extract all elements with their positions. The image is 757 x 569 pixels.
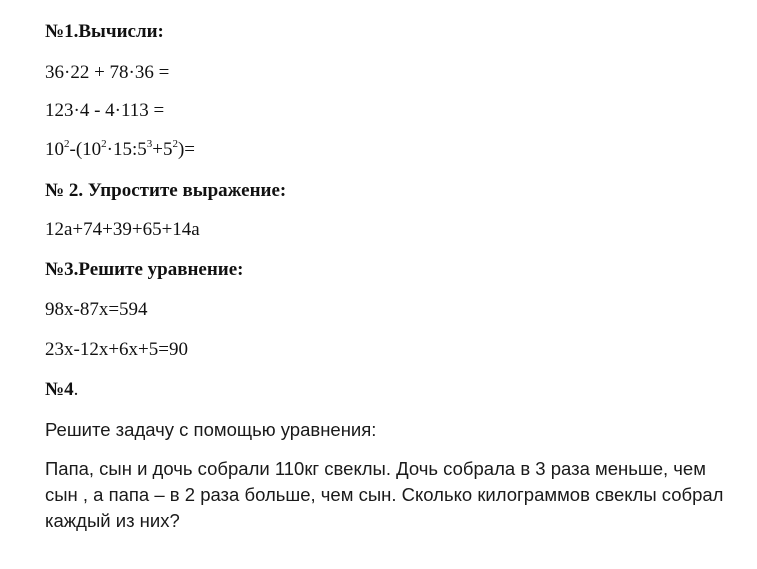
expr3-part-4: +5 [152,139,173,160]
expr3-exponent-2: 2 [101,137,107,150]
expr3-exponent-1: 2 [64,137,70,150]
problem-line-1: Папа, сын и дочь собрали 110кг свеклы. Дочь собрала в 3 раза меньше, чем [45,458,706,479]
task3-equation-2: 23x-12x+6x+5=90 [45,339,188,360]
task1-expression-1: 36·22 + 78·36 = [45,62,170,83]
expr3-exponent-3: 3 [146,137,153,150]
task4-heading-dot: . [73,379,79,400]
task2-heading: № 2. Упростите выражение: [45,180,287,201]
task1-expression-3 [45,138,195,162]
task4-heading-number: №4 [45,379,74,400]
expr3-part-2: -(10 [69,139,102,160]
task2-expression: 12a+74+39+65+14a [45,219,200,240]
task3-equation-1: 98x-87x=594 [45,299,148,320]
expr3-part-1: 10 [45,139,64,160]
task4-heading [45,378,78,402]
expr3-part-5: )= [177,139,196,160]
task1-heading: №1.Вычисли: [45,21,164,42]
expr3-part-3: ·15:5 [106,139,147,160]
problem-line-2: сын , а папа – в 2 раза больше, чем сын. Сколько килограммов свеклы собрал [45,484,724,505]
task3-heading: №3.Решите уравнение: [45,259,244,280]
expr3-exponent-4: 2 [172,137,178,150]
task4-instruction: Решите задачу с помощью уравнения: [45,419,377,440]
task1-expression-2: 123·4 - 4·113 = [45,100,165,121]
task4-problem-text [45,456,735,534]
problem-line-3: каждый из них? [45,510,180,531]
